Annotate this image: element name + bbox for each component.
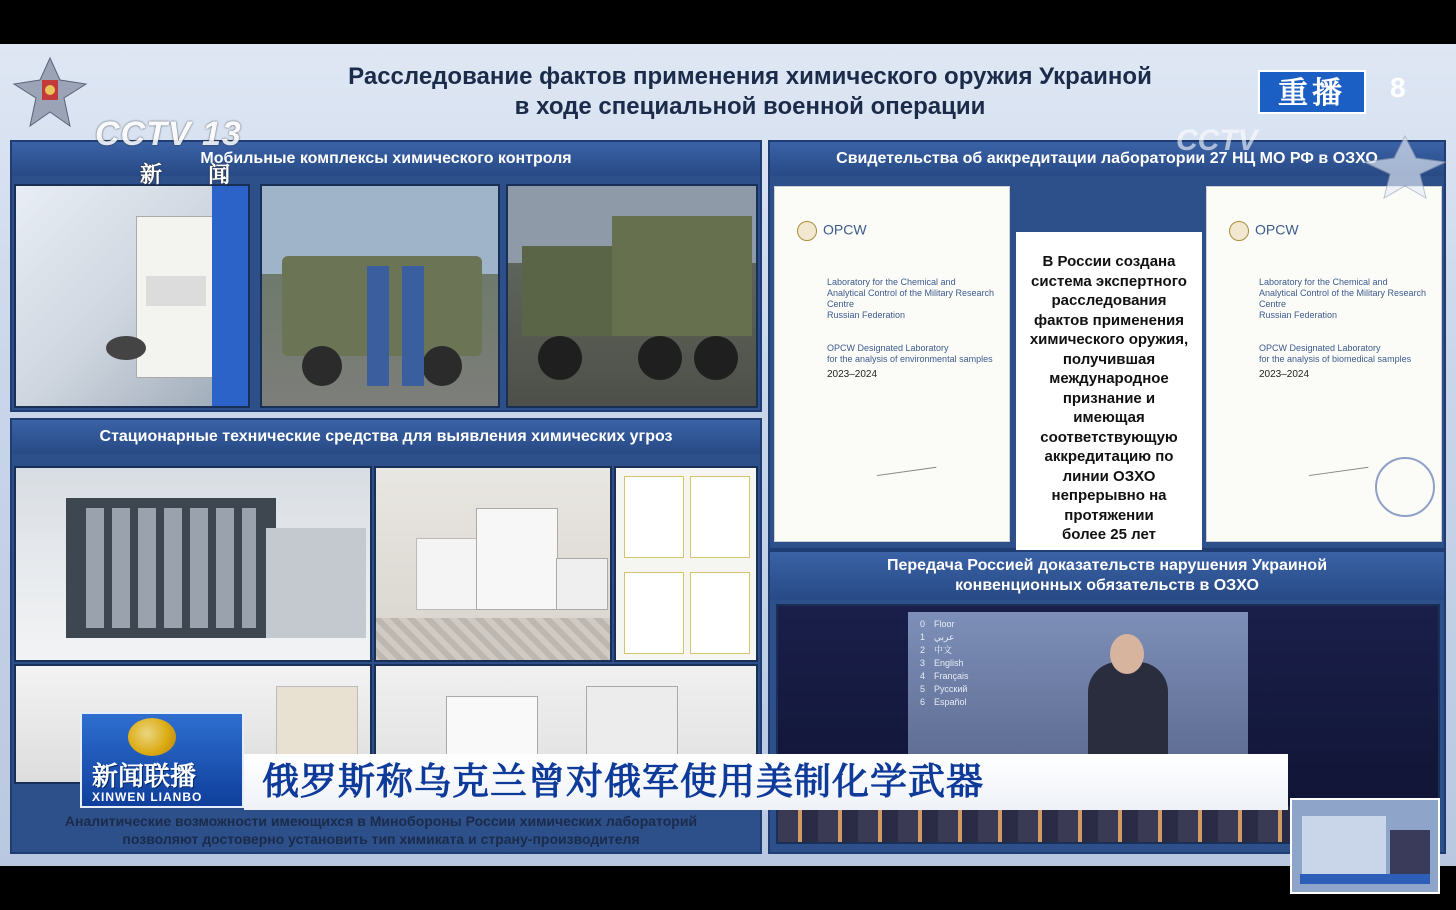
cctv13-watermark: CCTV 13 — [95, 115, 242, 153]
statement-line: В России создана — [1042, 253, 1176, 270]
photo-military-truck — [506, 184, 758, 408]
video-menu-number: 6 — [920, 697, 926, 707]
opcw-logo-right: OPCW — [1229, 221, 1299, 241]
certificate-right-purpose: for the analysis of biomedical samples — [1259, 354, 1412, 364]
defense-ministry-emblem-icon — [6, 50, 94, 138]
xinwen-lianbo-logo — [80, 712, 244, 808]
panel-mobile — [10, 140, 762, 412]
caption-line2: позволяют достоверно установить тип химиката и страну-производителя — [122, 831, 640, 847]
video-menu-label: Español — [934, 697, 967, 707]
statement-line: аккредитацию по — [1044, 448, 1174, 465]
video-menu-label: English — [934, 658, 964, 668]
panel-stationary-title: Стационарные технические средства для выявления химических угроз — [12, 420, 760, 454]
video-language-menu — [920, 618, 969, 709]
statement-line: более 25 лет — [1062, 526, 1156, 543]
statement-line: имеющая — [1073, 409, 1145, 426]
slide-title-line2: в ходе специальной военной операции — [514, 93, 986, 120]
photo-lab-interior — [14, 184, 250, 408]
statement-line: линии ОЗХО — [1062, 467, 1156, 485]
statement-line: непрерывно на — [1051, 487, 1167, 504]
certificate-right-country: Russian Federation — [1259, 310, 1338, 320]
statement-line: получившая — [1062, 350, 1156, 368]
photo-lab-building — [14, 466, 372, 662]
photo-accreditation-documents — [614, 466, 758, 662]
statement-line: протяжении — [1064, 506, 1154, 524]
video-menu-item — [920, 696, 969, 709]
video-menu-label: عربي — [934, 632, 955, 642]
statement-line: система экспертного — [1031, 272, 1187, 290]
certificate-left-years: 2023–2024 — [827, 369, 878, 380]
certificate-left-country: Russian Federation — [827, 310, 906, 320]
video-menu-item — [920, 657, 969, 670]
statement-line: международное — [1049, 370, 1169, 387]
video-menu-item — [920, 683, 969, 696]
cctv13-watermark-sub: 新 闻 — [140, 162, 251, 187]
video-menu-item — [920, 670, 969, 683]
replay-badge: 重播 — [1258, 70, 1366, 114]
video-menu-number: 3 — [920, 658, 926, 668]
certificate-right — [1206, 186, 1442, 542]
panel-transfer-title — [770, 552, 1444, 600]
picture-in-picture-thumbnail — [1290, 798, 1440, 894]
certificate-left-designation: OPCW Designated Laboratory — [827, 343, 949, 353]
video-screen — [908, 612, 1248, 760]
caption-line1: Аналитические возможности имеющихся в Минобороны России химических лабораторий — [64, 813, 698, 829]
video-menu-number: 0 — [920, 619, 926, 629]
video-menu-number: 1 — [920, 632, 926, 642]
certificate-right-lab: Laboratory for the Chemical and Analytical Control of the Military Research Centre — [1259, 277, 1427, 309]
statement-line: расследования — [1051, 292, 1167, 309]
certificate-right-signature — [1306, 443, 1369, 476]
video-menu-label: Floor — [934, 619, 955, 629]
globe-icon — [128, 718, 176, 756]
replay-number: 8 — [1390, 72, 1406, 103]
news-headline: 俄罗斯称乌克兰曾对俄军使用美制化学武器 — [262, 760, 984, 803]
defense-ministry-emblem-right-icon — [1360, 132, 1450, 202]
video-menu-number: 5 — [920, 684, 926, 694]
slide-title-line1: Расследование фактов применения химического оружия Украиной — [348, 63, 1152, 90]
certificate-right-designation: OPCW Designated Laboratory — [1259, 343, 1381, 353]
statement-line: признание и — [1062, 389, 1156, 407]
video-menu-item — [920, 618, 969, 631]
cctv-watermark-right: CCTV — [1176, 124, 1258, 157]
accreditation-statement — [1016, 232, 1202, 586]
statement-line: соответствующую — [1040, 428, 1178, 446]
video-menu-label: Français — [934, 671, 969, 681]
program-name-cn: 新闻联播 — [92, 761, 197, 791]
video-menu-label: 中文 — [934, 645, 953, 655]
photo-armored-vehicle — [260, 184, 500, 408]
certificate-left-signature — [874, 443, 937, 476]
photo-lab-equipment — [374, 466, 612, 662]
panel-certificates-title: Свидетельства об аккредитации лаборатории 27 НЦ МО РФ в ОЗХО — [770, 142, 1444, 176]
program-name-en: XINWEN LIANBO — [92, 790, 203, 804]
certificate-right-seal-icon — [1375, 457, 1435, 517]
panel-transfer-title-line1: Передача Россией доказательств нарушения Украиной — [886, 557, 1328, 574]
panel-mobile-title: Мобильные комплексы химического контроля — [12, 142, 760, 176]
slide-title — [200, 62, 1300, 122]
opcw-logo-left: OPCW — [797, 221, 867, 241]
certificate-right-years: 2023–2024 — [1259, 369, 1310, 380]
video-menu-label: Русский — [934, 684, 968, 694]
slide-caption — [16, 812, 746, 848]
video-menu-item — [920, 644, 969, 657]
certificate-left-purpose: for the analysis of environmental samples — [827, 354, 993, 364]
statement-line: фактов применения — [1034, 311, 1184, 329]
certificate-left-lab: Laboratory for the Chemical and Analytical Control of the Military Research Centre — [827, 277, 995, 309]
video-menu-number: 4 — [920, 671, 926, 681]
panel-transfer-title-line2: конвенционных обязательств в ОЗХО — [955, 577, 1259, 594]
statement-line: химического оружия, — [1029, 331, 1189, 348]
video-menu-number: 2 — [920, 645, 926, 655]
video-menu-item — [920, 631, 969, 644]
speaker — [1088, 662, 1168, 760]
certificate-left — [774, 186, 1010, 542]
